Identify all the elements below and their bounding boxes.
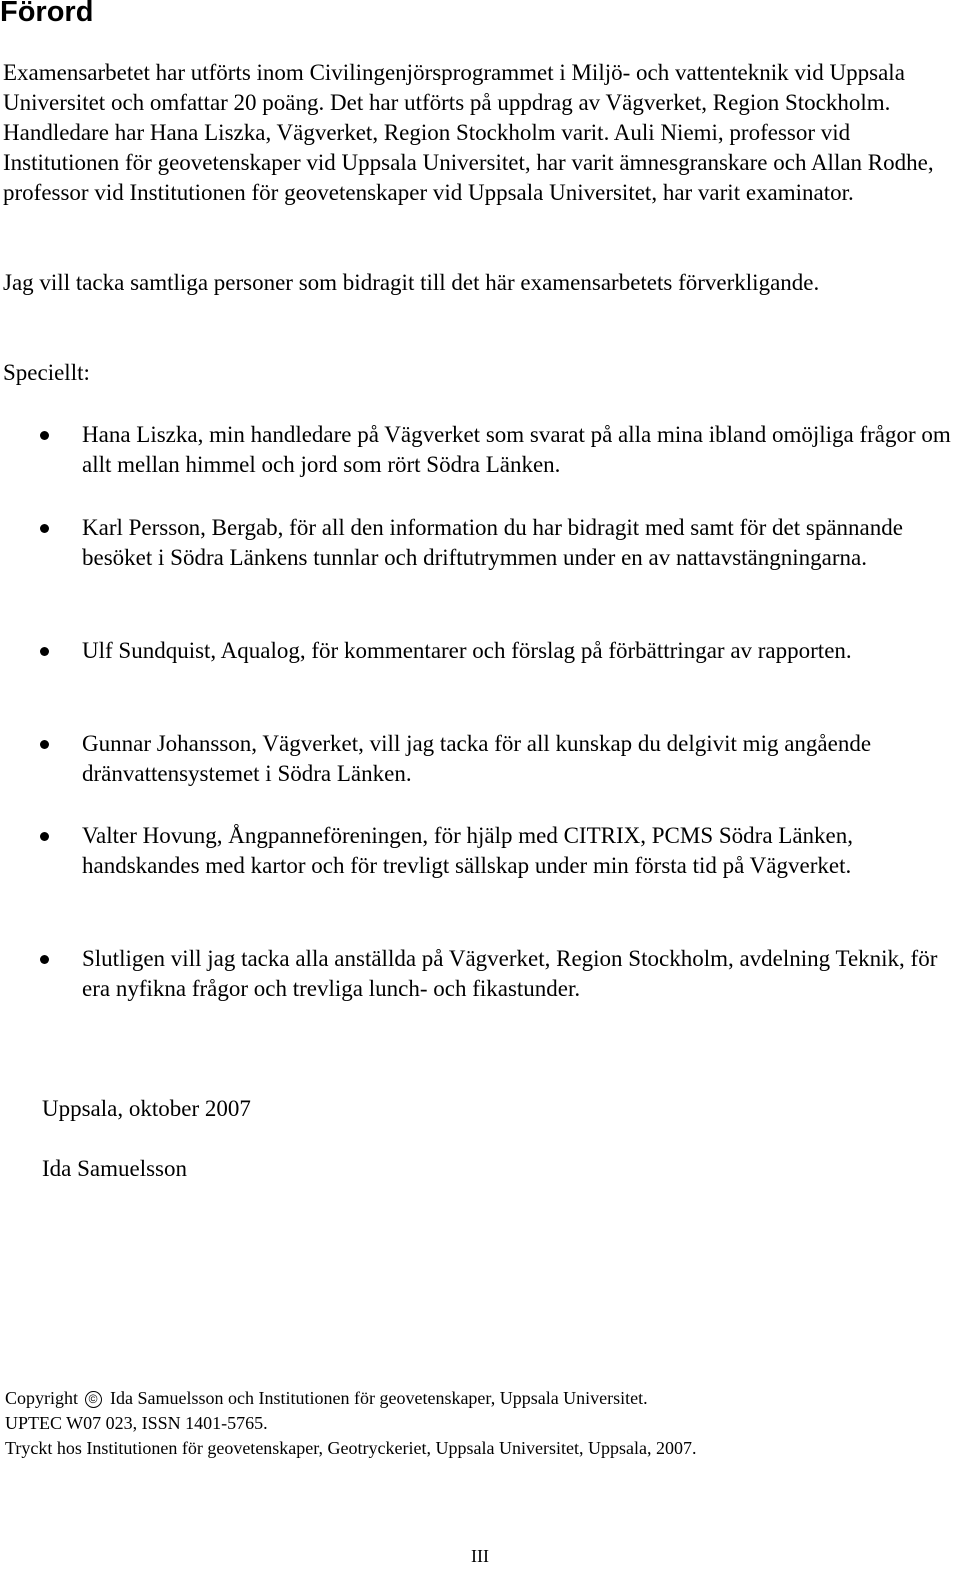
copyright-line — [5, 1386, 955, 1411]
bullet-icon — [40, 740, 49, 749]
list-item-text: Ulf Sundquist, Aqualog, för kommentarer och förslag på förbättringar av rapporten. — [82, 638, 852, 663]
printed-by: Tryckt hos Institutionen för geovetenskaper, Geotryckeriet, Uppsala Universitet, Uppsala, 2007. — [5, 1438, 697, 1458]
bullet-icon — [40, 647, 49, 656]
copyright-prefix: Copyright — [5, 1388, 79, 1408]
list-item-text: Slutligen vill jag tacka alla anställda på Vägverket, Region Stockholm, avdelning Teknik, för era nyfikna frågor och trevliga lunch- och fikastunder. — [82, 946, 938, 1001]
copyright-text: Ida Samuelsson och Institutionen för geovetenskaper, Uppsala Universitet. — [110, 1388, 648, 1408]
list-item-text: Valter Hovung, Ångpanneföreningen, för hjälp med CITRIX, PCMS Södra Länken, handskandes med kartor och för trevligt sällskap under min första tid på Vägverket. — [82, 823, 853, 878]
intro-paragraph: Examensarbetet har utförts inom Civilingenjörsprogrammet i Miljö- och vattenteknik vid Uppsala Universitet och omfattar 20 poäng. Det har utförts på uppdrag av Vägverket, Region Stockholm. Handledare har Hana Liszka, Vägverket, Region Stockholm varit. Auli Niemi, professor vid Institutionen för geovetenskaper vid Uppsala Universitet, har varit ämnesgranskare och Allan Rodhe, professor vid Institutionen för geovetenskaper vid Uppsala Universitet, har varit examinator. — [3, 60, 934, 205]
bullet-icon — [40, 431, 49, 440]
bullet-icon — [40, 832, 49, 841]
bullet-icon — [40, 955, 49, 964]
copyright-icon: © — [85, 1391, 102, 1408]
page-number: III — [471, 1546, 489, 1566]
author-name: Ida Samuelsson — [42, 1156, 188, 1181]
list-item-text: Gunnar Johansson, Vägverket, vill jag tacka för all kunskap du delgivit mig angående dränvattensystemet i Södra Länken. — [82, 731, 872, 786]
report-id: UPTEC W07 023, ISSN 1401-5765. — [5, 1413, 268, 1433]
list-item-text: Karl Persson, Bergab, för all den information du har bidragit med samt för det spännande besöket i Södra Länkens tunnlar och driftutrymmen under en av nattavstängningarna. — [82, 515, 903, 570]
place-date: Uppsala, oktober 2007 — [42, 1096, 251, 1121]
special-label: Speciellt: — [3, 360, 90, 385]
thanks-paragraph: Jag vill tacka samtliga personer som bidragit till det här examensarbetets förverkligande. — [3, 270, 820, 295]
footer — [5, 1386, 955, 1461]
list-item-text: Hana Liszka, min handledare på Vägverket som svarat på alla mina ibland omöjliga frågor om allt mellan himmel och jord som rört Södra Länken. — [82, 422, 951, 477]
page-title: Förord — [0, 0, 94, 28]
bullet-icon — [40, 524, 49, 533]
